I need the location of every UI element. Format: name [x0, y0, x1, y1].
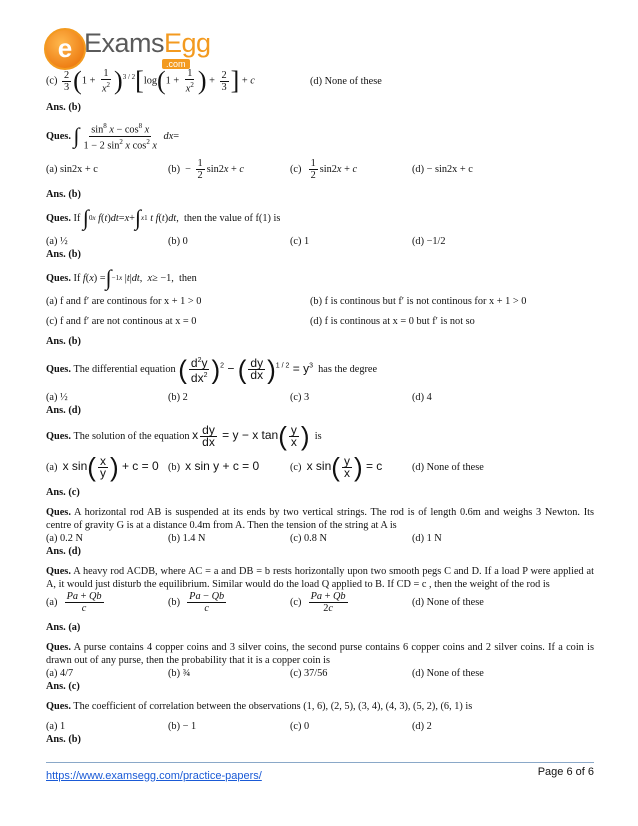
answer-9: Ans. (c) — [46, 681, 80, 693]
answer-3: Ans. (b) — [46, 249, 81, 261]
option-d: (d) 2 — [412, 721, 432, 733]
option-a: (a) ½ — [46, 236, 68, 248]
question-7-options — [46, 532, 594, 545]
option-c: (c) 1 — [290, 236, 310, 248]
answer-4: Ans. (b) — [46, 336, 81, 348]
question-8: Ques. A heavy rod ACDB, where AC = a and DB = b rests horizontally upon two smooth pegs C and D. If a load P were applied at A, it would just disturb the equilibrium. Similar would do the load Q applied to B. If CD = c , then the weight of the rod is — [46, 566, 594, 591]
option-b: (b) 1.4 N — [168, 533, 206, 545]
question-5: Ques. The differential equation ( $\frac{d^2y}{dx^2}$ )$^2$ − ( $\frac{dy}{dx}$ )$^{1 / 2} = y^3$ has the degree — [46, 354, 378, 386]
option-d: (d) None of these — [412, 668, 484, 680]
question-9: Ques. A purse contains 4 copper coins and 3 silver coins, the second purse contains 6 copper coins and 2 silver coins. If a coin is drawn out of any purse, then the probability that it is a copper coin is — [46, 642, 594, 667]
option-c: (c) 3 — [290, 392, 310, 404]
question-6-options — [46, 452, 594, 483]
question-1-options — [46, 68, 594, 94]
option-d: (d) − sin2x + c — [412, 164, 473, 176]
option-c: (c) 0 — [290, 721, 310, 733]
option-b: (b) − $\frac{1}{2}$ sin2x + c — [168, 158, 244, 182]
question-2-options — [46, 158, 594, 181]
option-d: (d) f is continous at x = 0 but f′ is not so — [310, 316, 475, 328]
answer-7: Ans. (d) — [46, 546, 81, 558]
answer-2: Ans. (b) — [46, 189, 81, 201]
question-8-options — [46, 591, 594, 614]
answer-6: Ans. (c) — [46, 487, 80, 499]
question-5-options — [46, 391, 594, 404]
answer-1: Ans. (b) — [46, 102, 81, 114]
option-c: (c) $\frac{1}{2}$ sin2x + c — [290, 158, 358, 182]
logo-domain: .com — [162, 59, 190, 69]
option-b: (b) $\frac{Pa - Qb}{c}$ — [168, 591, 225, 615]
option-b: (b) ¾ — [168, 668, 191, 680]
option-c: (c) 37/56 — [290, 668, 328, 680]
question-3: Ques. If ∫ 0 x f ( t ) dt = x + ∫ x 1 t f ( t ) dt , then the value of f(1) is — [46, 205, 281, 231]
option-a: (a) 1 — [46, 721, 66, 733]
practice-papers-link[interactable]: https://www.examsegg.com/practice-papers/ — [46, 770, 262, 782]
option-c: (c) 0.8 N — [290, 533, 327, 545]
option-b: (b) 2 — [168, 392, 188, 404]
examsegg-logo — [44, 26, 211, 72]
footer — [46, 762, 594, 784]
answer-5: Ans. (d) — [46, 405, 81, 417]
option-d: (d) 4 — [412, 392, 432, 404]
option-d: (d) −1/2 — [412, 236, 446, 248]
option-d: (d) None of these — [310, 75, 382, 87]
option-b: (b) f is continous but f′ is not continous for x + 1 > 0 — [310, 296, 527, 308]
option-b: (b) 0 — [168, 236, 188, 248]
question-7: Ques. A horizontal rod AB is suspended at its ends by two vertical strings. The rod is of length 0.6m and weighs 3 Newton. Its centre of gravity G is at a distance 0.4m from A. Then the tension of the string at A is — [46, 507, 594, 532]
question-10-options — [46, 720, 594, 733]
option-b: (b) − 1 — [168, 721, 197, 733]
option-d: (d) None of these — [412, 597, 484, 609]
option-a: (a) x sin( $\frac{x}{y}$ ) + c = 0 — [46, 452, 159, 483]
question-6: Ques. The solution of the equation x $\frac{dy}{dx}$ = y − x tan( $\frac{y}{x}$ ) is — [46, 421, 322, 452]
logo-wordmark: ExamsEgg — [84, 28, 211, 58]
logo-egg-icon: e — [44, 28, 86, 70]
question-4-options-cd — [46, 315, 594, 328]
answer-10: Ans. (b) — [46, 734, 81, 746]
option-c: (c) $\frac{2}{3}$ (1 + $\frac{1}{x^2}$ )$^{3 / 2}$[log(1 + $\frac{1}{x^2}$ ) + $\frac{2}{3}$ ] + c — [46, 66, 255, 96]
question-10: Ques. The coefficient of correlation between the observations (1, 6), (2, 5), (3, 4), (4, 3), (5, 2), (6, 1) is — [46, 701, 473, 713]
question-4: Ques. If f ( x ) = ∫ −1 x | t | dt , x ≥ −1, then — [46, 265, 197, 291]
content — [46, 68, 594, 746]
option-a: (a) sin2x + c — [46, 164, 98, 176]
page-number: Page 6 of 6 — [537, 766, 594, 778]
option-a: (a) 0.2 N — [46, 533, 83, 545]
option-a: (a) $\frac{Pa + Qb}{c}$ — [46, 591, 102, 615]
question-2: Ques. ∫ $\frac{\sin^8 x - \cos^8 x}{1 - 2 \sin^2 x \cos^2 x}$ dx = — [46, 122, 180, 152]
question-3-options — [46, 235, 594, 248]
question-9-options — [46, 667, 594, 680]
option-b: (b) x sin y + c = 0 — [168, 459, 260, 474]
option-a: (a) 4/7 — [46, 668, 74, 680]
question-4-options-ab — [46, 295, 594, 308]
option-a: (a) f and f′ are continous for x + 1 > 0 — [46, 296, 202, 308]
option-d: (d) 1 N — [412, 533, 442, 545]
option-c: (c) $\frac{Pa + Qb}{2c}$ — [290, 591, 346, 615]
option-c: (c) f and f′ are not continous at x = 0 — [46, 316, 197, 328]
option-c: (c) x sin( $\frac{y}{x}$ ) = c — [290, 452, 383, 483]
option-d: (d) None of these — [412, 461, 484, 473]
option-a: (a) ½ — [46, 392, 68, 404]
answer-8: Ans. (a) — [46, 622, 81, 634]
